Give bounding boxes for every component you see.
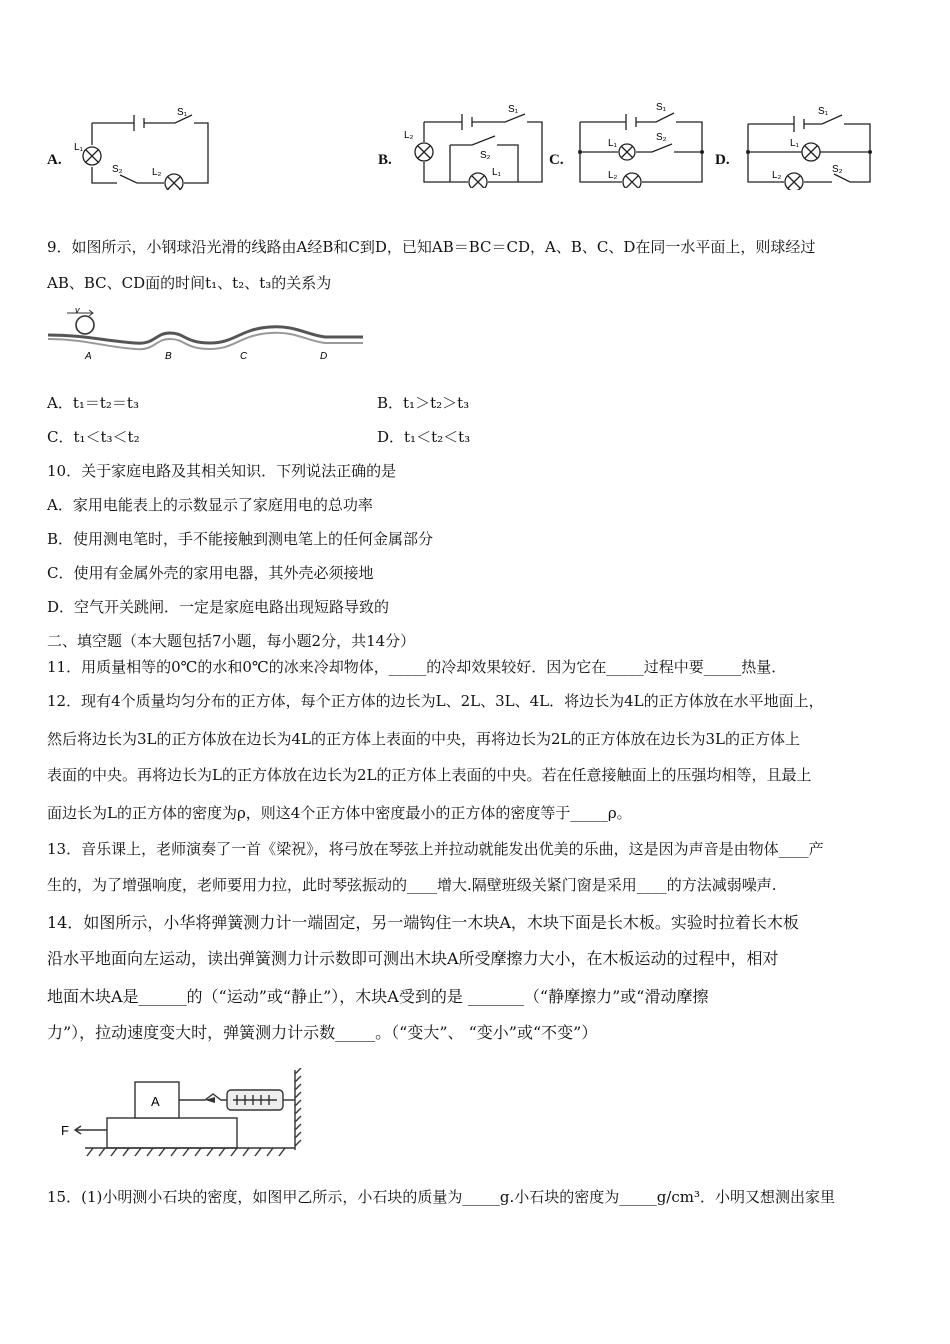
q14-line3: 地面木块A是______的（“运动”或“静止”），木块A受到的是 _______（“静摩擦力”或“滑动摩擦	[47, 987, 709, 1006]
q14-line1: 14．如图所示，小华将弹簧测力计一端固定，另一端钩住一木块A，木块下面是长木板。实验时拉着长木板	[47, 913, 799, 932]
circuit-diagram-d	[742, 98, 878, 190]
q9-stem-line2: AB、BC、CD面的时间t₁、t₂、t₃的关系为	[47, 274, 332, 292]
friction-apparatus-figure	[55, 1068, 310, 1163]
option-a-label[interactable]: A.	[47, 152, 62, 168]
svg-text:S₁: S₁	[656, 102, 667, 113]
svg-text:S₂: S₂	[112, 164, 123, 175]
circuit-diagram-c	[574, 98, 710, 188]
q13-line2: 生的，为了增强响度，老师要用力拉，此时琴弦振动的____增大.隔壁班级关紧门窗是采用____的方法减弱噪声.	[47, 876, 777, 894]
svg-text:S₂: S₂	[832, 164, 843, 175]
svg-text:v: v	[75, 305, 80, 315]
svg-text:B: B	[165, 351, 172, 362]
q10-stem: 10．关于家庭电路及其相关知识．下列说法正确的是	[47, 462, 397, 480]
svg-text:S₁: S₁	[818, 106, 829, 117]
circuit-diagram-b	[400, 100, 548, 188]
q14-line4: 力”），拉动速度变大时，弹簧测力计示数_____。（“变大”、 “变小”或“不变”）	[47, 1023, 598, 1042]
svg-text:L₂: L₂	[404, 130, 414, 141]
q10-option-a[interactable]: A．家用电能表上的示数显示了家庭用电的总功率	[47, 496, 373, 514]
svg-text:S₂: S₂	[480, 150, 491, 161]
circuit-diagram-a	[72, 105, 217, 190]
svg-text:S₁: S₁	[508, 104, 519, 115]
option-c-label[interactable]: C.	[549, 152, 564, 168]
q12-line1: 12．现有4个质量均匀分布的正方体，每个正方体的边长为L、2L、3L、4L．将边长为4L的正方体放在水平地面上，	[47, 692, 824, 710]
q12-line3: 表面的中央。再将边长为L的正方体放在边长为2L的正方体上表面的中央。若在任意接触面上的压强均相等，且最上	[47, 766, 812, 784]
svg-text:L₁: L₁	[492, 167, 501, 178]
q13-line1: 13．音乐课上，老师演奏了一首《梁祝》，将弓放在琴弦上并拉动就能发出优美的乐曲，这是因为声音是由物体____产	[47, 840, 824, 858]
q9-option-b[interactable]: B．t₁＞t₂＞t₃	[377, 394, 470, 412]
q12-line4: 面边长为L的正方体的密度为ρ，则这4个正方体中密度最小的正方体的密度等于_____ρ。	[47, 804, 632, 822]
svg-text:L₁: L₁	[74, 142, 83, 153]
svg-text:L₁: L₁	[608, 138, 617, 149]
track-figure	[45, 305, 370, 365]
q10-option-c[interactable]: C．使用有金属外壳的家用电器，其外壳必须接地	[47, 564, 374, 582]
steel-ball	[76, 316, 94, 334]
svg-text:L₂: L₂	[608, 170, 618, 181]
svg-text:S₁: S₁	[177, 107, 188, 118]
svg-text:A: A	[151, 1094, 160, 1109]
svg-text:A: A	[85, 351, 92, 362]
svg-text:L₂: L₂	[152, 167, 162, 178]
q9-option-d[interactable]: D．t₁＜t₂＜t₃	[377, 428, 471, 446]
section-heading: 二、填空题（本大题包括7小题，每小题2分，共14分）	[47, 632, 416, 650]
svg-text:D: D	[320, 351, 328, 362]
option-d-label[interactable]: D.	[715, 152, 730, 168]
svg-text:L₁: L₁	[790, 138, 799, 149]
q10-option-b[interactable]: B．使用测电笔时，手不能接触到测电笔上的任何金属部分	[47, 530, 434, 548]
q15-text: 15．(1)小明测小石块的密度，如图甲乙所示，小石块的质量为_____g.小石块的密度为_____g/cm³．小明又想测出家里	[47, 1188, 836, 1206]
svg-text:S₂: S₂	[656, 132, 667, 143]
q9-stem-line1: 9．如图所示，小钢球沿光滑的线路由A经B和C到D，已知AB＝BC＝CD，A、B、C、D在同一水平面上，则球经过	[47, 238, 816, 256]
q14-line2: 沿水平地面向左运动，读出弹簧测力计示数即可测出木块A所受摩擦力大小，在木板运动的过程中，相对	[47, 949, 779, 968]
option-b-label[interactable]: B.	[378, 152, 392, 168]
q11-text: 11．用质量相等的0℃的水和0℃的冰来冷却物体，_____的冷却效果较好．因为它在_____过程中要_____热量．	[47, 658, 787, 676]
q10-option-d[interactable]: D．空气开关跳闸．一定是家庭电路出现短路导致的	[47, 598, 390, 616]
svg-text:C: C	[240, 351, 248, 362]
svg-text:F: F	[61, 1123, 69, 1138]
q9-option-c[interactable]: C．t₁＜t₃＜t₂	[47, 428, 140, 446]
long-board	[107, 1118, 237, 1148]
q12-line2: 然后将边长为3L的正方体放在边长为4L的正方体上表面的中央，再将边长为2L的正方体放在边长为3L的正方体上	[47, 730, 801, 748]
pull-force-arrow	[75, 1126, 107, 1134]
svg-text:L₂: L₂	[772, 170, 782, 181]
q9-option-a[interactable]: A．t₁＝t₂＝t₃	[47, 394, 139, 412]
